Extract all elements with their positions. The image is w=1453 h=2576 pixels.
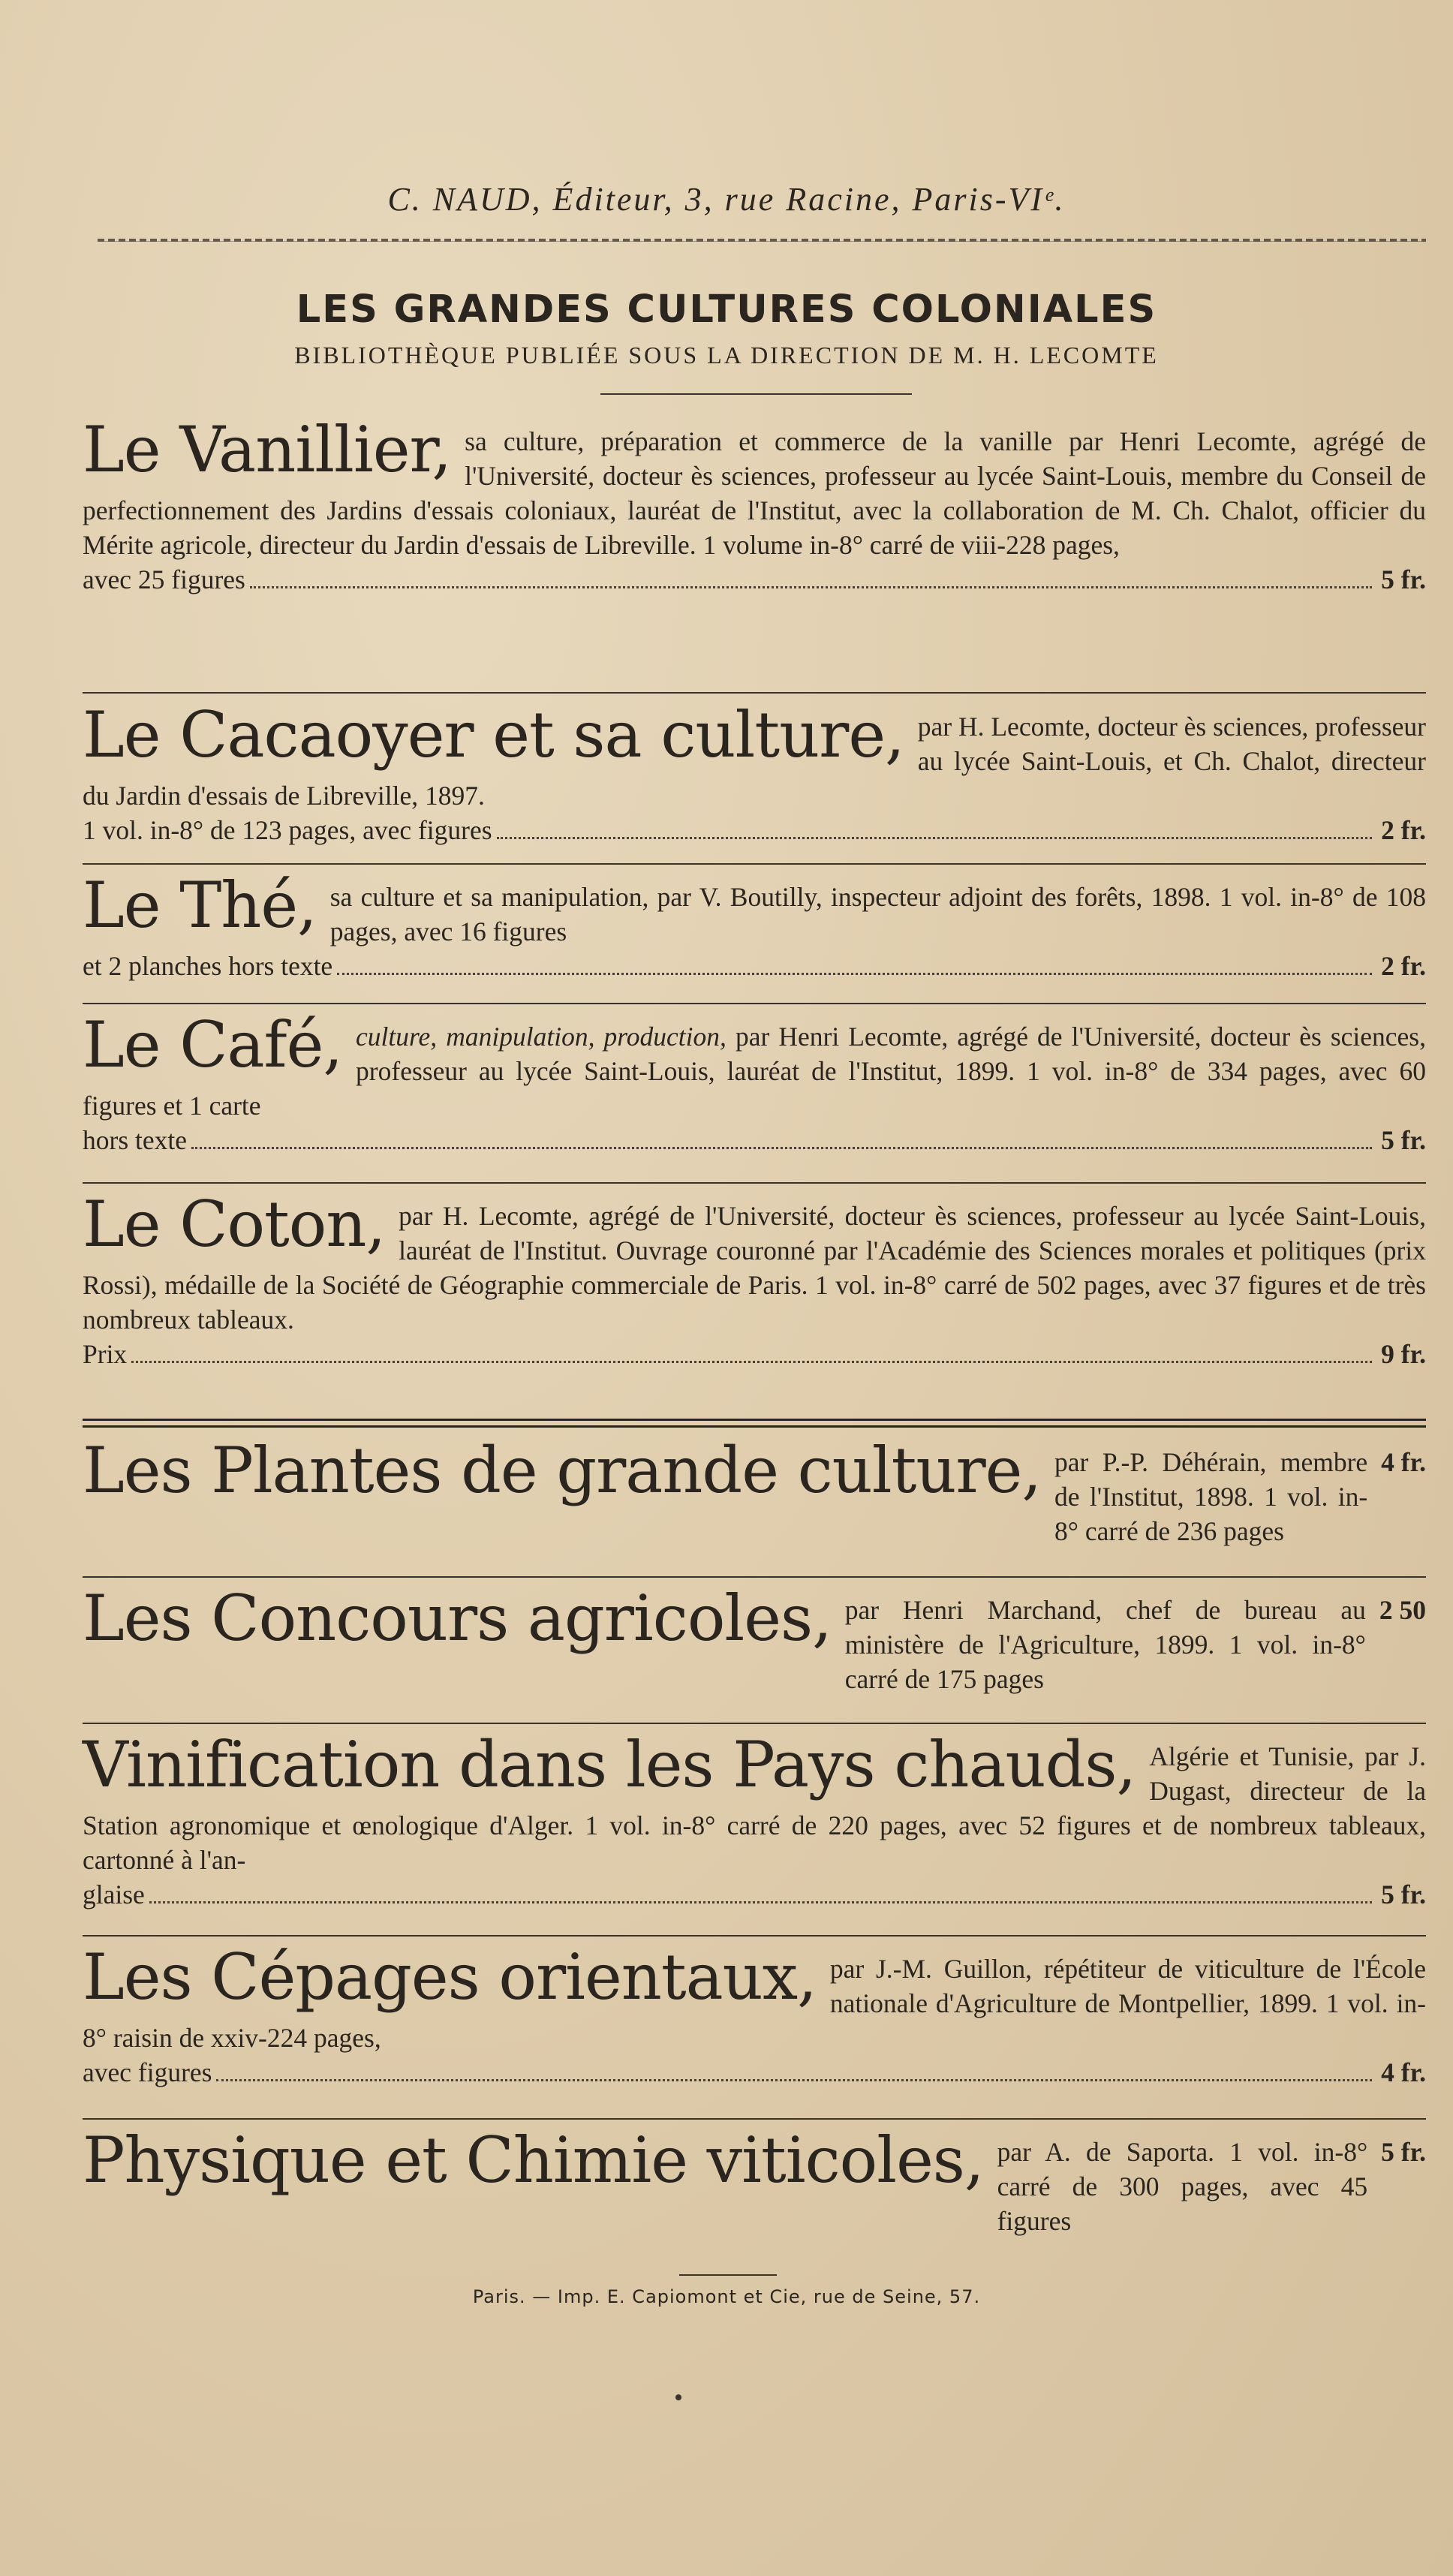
ink-dot [675, 2394, 681, 2400]
entry-divider [83, 2118, 1426, 2120]
book-title: Le Cacaoyer et sa culture, [83, 698, 904, 772]
book-price: 2 fr. [1381, 815, 1426, 845]
price-line [997, 2135, 1426, 2238]
book-price: 5 fr. [1381, 1125, 1426, 1155]
section-double-divider [83, 1419, 1426, 1428]
price-line [83, 1123, 1426, 1158]
book-description: par H. Lecomte, agrégé de l'Université, docteur ès sciences, professeur au lycée Saint-Louis, lauréat de l'Institut. Ouvrage couronné par l'Académie des Sciences morales et politiques (prix Rossi), médaille de la Société de Géographie commerciale de Paris. 1 vol. in-8° carré de 502 pages, avec 37 figures et de très nombreux tableaux. [83, 1201, 1426, 1335]
book-price: 2 fr. [1381, 951, 1426, 981]
book-description: Algérie et Tunisie, par J. Dugast, directeur de la Station agronomique et œnologique d'Alger. 1 vol. in-8° carré de 220 pages, avec 52 figures et de nombreux tableaux, cartonné à l'an- [83, 1741, 1426, 1875]
book-title: Le Café, [83, 1008, 343, 1082]
price-line [83, 562, 1426, 597]
entry-divider [83, 863, 1426, 865]
book-entry-concours [83, 1581, 1426, 1696]
book-description: par Henri Lecomte, agrégé de l'Université, docteur ès sciences, professeur au lycée Saint-Louis, lauréat de l'Institut, 1899. 1 vol. in-8° de 334 pages, avec 60 figures et 1 carte [83, 1022, 1426, 1121]
wavy-divider [98, 239, 1426, 242]
price-line [83, 949, 1426, 984]
entry-divider [83, 1003, 1426, 1004]
book-description: sa culture, préparation et commerce de la vanille par Henri Lecomte, agrégé de l'Université, docteur ès sciences, professeur au lycée Saint-Louis, membre du Conseil de perfectionnement des Jardins d'essais coloniaux, lauréat de l'Institut, avec la collaboration de M. Ch. Chalot, officier du Mérite agricole, directeur du Jardin d'essais de Libreville. 1 volume in-8° carré de viii-228 pages, [83, 426, 1426, 560]
book-description: par H. Lecomte, docteur ès sciences, professeur au lycée Saint-Louis, et Ch. Chalot, directeur du Jardin d'essais de Libreville, 1897. [83, 712, 1426, 811]
book-price: 5 fr. [1381, 2137, 1426, 2167]
dot-leader [250, 586, 1372, 588]
price-lead: avec 25 figures [83, 564, 245, 594]
price-line [83, 2055, 1426, 2090]
book-title: Les Concours agricoles, [83, 1581, 832, 1655]
book-entry-vanillier [83, 413, 1426, 597]
book-entry-physique [83, 2123, 1426, 2238]
book-price: 5 fr. [1381, 564, 1426, 594]
price-lead: 1 vol. in-8° de 123 pages, avec figures [83, 815, 492, 845]
price-line [845, 1593, 1426, 1696]
price-lead: avec figures [83, 2057, 212, 2087]
book-description: par J.-M. Guillon, répétiteur de viticulture de l'École nationale d'Agriculture de Montpellier, 1899. 1 vol. in-8° raisin de xxiv-224 pages, [83, 1954, 1426, 2053]
dot-leader [131, 1361, 1372, 1363]
book-entry-vinification [83, 1728, 1426, 1912]
entry-divider [83, 692, 1426, 694]
book-subject: culture, manipulation, production, [356, 1022, 726, 1052]
book-description: par P.-P. Déhérain, membre de l'Institut, 1898. 1 vol. in-8° carré de 236 pages [1054, 1447, 1368, 1546]
book-entry-cepages [83, 1940, 1426, 2090]
book-entry-the [83, 868, 1426, 984]
book-entry-cacaoyer [83, 698, 1426, 848]
entry-divider [83, 1182, 1426, 1184]
book-entry-cafe [83, 1008, 1426, 1158]
book-title: Vinification dans les Pays chauds, [83, 1728, 1136, 1801]
dot-leader [497, 837, 1373, 839]
book-price: 2 50 [1379, 1595, 1426, 1625]
price-line [83, 1877, 1426, 1912]
book-price: 4 fr. [1381, 1447, 1426, 1477]
book-entry-plantes [83, 1434, 1426, 1548]
book-title: Les Plantes de grande culture, [83, 1434, 1042, 1507]
book-description: sa culture et sa manipulation, par V. Boutilly, inspecteur adjoint des forêts, 1898. 1 vol. in-8° de 108 pages, avec 16 figures [329, 882, 1426, 946]
price-line [83, 813, 1426, 848]
series-title: LES GRANDES CULTURES COLONIALES [296, 287, 1157, 332]
price-lead: hors texte [83, 1125, 188, 1155]
book-description: par A. de Saporta. 1 vol. in-8° carré de 300 pages, avec 45 figures [997, 2137, 1368, 2236]
footer-divider [679, 2274, 777, 2276]
dot-leader [337, 973, 1372, 975]
book-title: Physique et Chimie viticoles, [83, 2123, 984, 2197]
book-entry-coton [83, 1187, 1426, 1372]
book-title: Le Coton, [83, 1187, 386, 1261]
book-price: 5 fr. [1381, 1879, 1426, 1909]
series-subtitle: BIBLIOTHÈQUE PUBLIÉE SOUS LA DIRECTION DE M. H. LECOMTE [294, 342, 1159, 369]
price-lead: Prix [83, 1339, 128, 1369]
publisher-line: C. NAUD, Éditeur, 3, rue Racine, Paris-VIᵉ. [387, 181, 1066, 218]
book-price: 9 fr. [1381, 1339, 1426, 1369]
dot-leader [149, 1901, 1372, 1903]
book-price: 4 fr. [1381, 2057, 1426, 2087]
entry-divider [83, 1576, 1426, 1578]
price-lead: glaise [83, 1879, 145, 1909]
book-title: Le Thé, [83, 868, 317, 942]
price-lead: et 2 planches hors texte [83, 951, 333, 981]
price-line [1054, 1445, 1426, 1548]
book-description: par Henri Marchand, chef de bureau au ministère de l'Agriculture, 1899. 1 vol. in-8° carré de 175 pages [844, 1595, 1366, 1694]
book-title: Les Cépages orientaux, [83, 1940, 817, 2014]
dot-leader [191, 1147, 1372, 1149]
title-divider [600, 393, 912, 395]
entry-divider [83, 1723, 1426, 1724]
printer-imprint: Paris. — Imp. E. Capiomont et Cie, rue de Seine, 57. [472, 2286, 981, 2307]
dot-leader [216, 2079, 1372, 2081]
book-title: Le Vanillier, [83, 413, 452, 486]
entry-divider [83, 1935, 1426, 1937]
price-line [83, 1337, 1426, 1372]
